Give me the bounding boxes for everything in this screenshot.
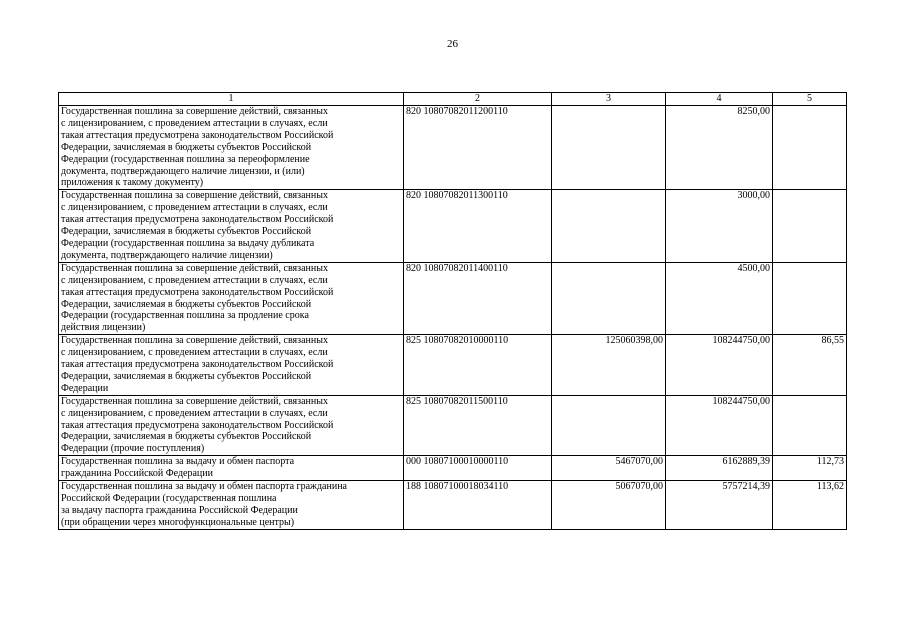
table-row [59,481,847,530]
row-col5 [773,395,847,456]
table-row [59,456,847,481]
row-col4: 3000,00 [666,190,773,262]
header-col-4: 4 [666,93,773,106]
row-col5 [773,190,847,262]
row-name: Государственная пошлина за выдачу и обмен паспорта гражданина Российской Федерации [59,456,404,481]
table-row [59,395,847,456]
row-col4: 5757214,39 [666,481,773,530]
row-col3 [552,106,666,190]
table-row [59,335,847,396]
row-col3: 5067070,00 [552,481,666,530]
table-row [59,190,847,262]
row-code: 000 10807100010000110 [404,456,552,481]
table-row [59,106,847,190]
row-col3: 5467070,00 [552,456,666,481]
row-name: Государственная пошлина за совершение действий, связанных с лицензированием, с проведением аттестации в случаях, если такая аттестация предусмотрена законодательством Российской Федерации, зачисляемая в бюджеты субъектов Российской Федерации (прочие поступления) [59,395,404,456]
row-code: 825 10807082011500110 [404,395,552,456]
row-code: 820 10807082011200110 [404,106,552,190]
row-col5 [773,106,847,190]
row-code: 188 10807100018034110 [404,481,552,530]
row-col4: 108244750,00 [666,395,773,456]
row-col3 [552,395,666,456]
row-col4: 6162889,39 [666,456,773,481]
page-number: 26 [447,38,458,50]
row-col5: 113,62 [773,481,847,530]
row-col3 [552,262,666,334]
header-row [59,93,847,106]
row-col5: 112,73 [773,456,847,481]
row-name: Государственная пошлина за совершение действий, связанных с лицензированием, с проведением аттестации в случаях, если такая аттестация предусмотрена законодательством Российской Федерации, зачисляемая в бюджеты субъектов Российской Федерации (государственная пошлина за выдачу дубликата документа, подтверждающего наличие лицензии) [59,190,404,262]
row-name: Государственная пошлина за совершение действий, связанных с лицензированием, с проведением аттестации в случаях, если такая аттестация предусмотрена законодательством Российской Федерации, зачисляемая в бюджеты субъектов Российской Федерации (государственная пошлина за переоформление документа, подтверждающего наличие лицензии, и (или) приложения к такому документу) [59,106,404,190]
header-col-5: 5 [773,93,847,106]
row-code: 820 10807082011400110 [404,262,552,334]
row-col5 [773,262,847,334]
header-col-1: 1 [59,93,404,106]
row-col4: 4500,00 [666,262,773,334]
row-col4: 108244750,00 [666,335,773,396]
row-code: 820 10807082011300110 [404,190,552,262]
revenue-table [58,92,847,530]
row-col4: 8250,00 [666,106,773,190]
row-code: 825 10807082010000110 [404,335,552,396]
row-col3 [552,190,666,262]
table-row [59,262,847,334]
row-name: Государственная пошлина за выдачу и обмен паспорта гражданина Российской Федерации (государственная пошлина за выдачу паспорта гражданина Российской Федерации (при обращении через многофункциональные центры) [59,481,404,530]
row-col3: 125060398,00 [552,335,666,396]
row-name: Государственная пошлина за совершение действий, связанных с лицензированием, с проведением аттестации в случаях, если такая аттестация предусмотрена законодательством Российской Федерации, зачисляемая в бюджеты субъектов Российской Федерации [59,335,404,396]
header-col-3: 3 [552,93,666,106]
row-col5: 86,55 [773,335,847,396]
header-col-2: 2 [404,93,552,106]
row-name: Государственная пошлина за совершение действий, связанных с лицензированием, с проведением аттестации в случаях, если такая аттестация предусмотрена законодательством Российской Федерации, зачисляемая в бюджеты субъектов Российской Федерации (государственная пошлина за продление срока действия лицензии) [59,262,404,334]
